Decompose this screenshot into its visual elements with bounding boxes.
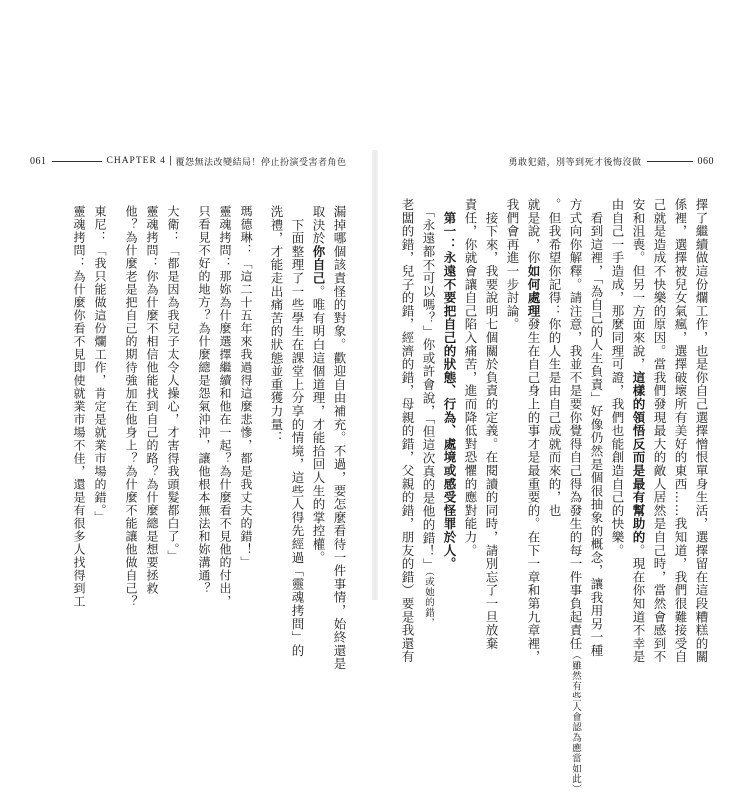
header-separator: |: [168, 156, 173, 166]
dialog-line: 靈魂拷問：你為什麼不相信他能找到自己的路？為什麼總是想要拯救: [145, 205, 159, 595]
chapter-label: CHAPTER 4: [106, 156, 166, 166]
body-line: 洗禮，才能走出痛苦的狀態並重獲力量：: [269, 205, 284, 445]
body-line: 「永遠都不可以嗎？」你或許會說，「但這次真的是他的錯！」（或她的錯，: [421, 211, 436, 629]
body-line: 看到這裡，「為自己的人生負責」好像仍然是個很抽象的概念，讓我用另一種: [589, 211, 604, 658]
inline-note: （雖然有些人會認為應當如此）: [570, 650, 581, 794]
emphasis-text: 這樣的領悟反而是最有幫助的: [631, 370, 646, 544]
left-page-body: [68, 205, 350, 671]
dialog-line: 靈魂拷問：為什麼你看不見即使就業市場不佳，還是有很多人找得到工: [72, 205, 86, 608]
dialog-line: 他？為什麼老是把自己的期待強加在他身上？為什麼不能讓他做自己？: [124, 205, 138, 608]
left-running-header: [30, 153, 360, 169]
body-line: 。但我希望你記得：你的人生是由自己成就而來的，也: [547, 198, 562, 518]
body-line: 擇了繼續做這份爛工作，也是你自己選擇憎恨單身生活，選擇留在這段糟糕的關: [694, 198, 709, 664]
dialog-line: 瑪德琳：「這二十五年來我過得這麼悲慘，都是我丈夫的錯！」: [239, 205, 253, 569]
body-line: 取決於你自己。唯有明白這個道理，才能拾回人生的掌控權。: [311, 205, 326, 565]
book-title: 勇敢犯錯，別等到死才後悔沒做: [508, 157, 642, 168]
body-line: 方式向你解釋。請注意，我並不是要你覺得自己得為發生的每一件事負起責任（雖然有些人會認為應當如此）: [568, 198, 583, 794]
right-page-body: [397, 198, 712, 794]
inline-note: （或她的錯，: [423, 571, 434, 629]
header-rule: [52, 161, 102, 162]
chapter-title: 覆怨無法改變結局！停止扮演受害者角色: [175, 157, 347, 168]
right-page-number: 060: [697, 155, 714, 167]
body-line: 漏掉哪個該責怪的對象。歡迎自由補充。不過，要怎麼看待一件事情，始終還是: [332, 205, 347, 671]
body-line: 就是說，你如何處理發生在自己身上的事才是最重要的。在下一章和第九章裡，: [526, 198, 541, 664]
body-line: 由自己一手造成，那麼同理可證，我們也能創造自己的快樂。: [610, 198, 625, 558]
emphasis-text: 你自己: [311, 244, 326, 285]
dialog-line: 大衛：「都是因為我兒子太令人操心，才害得我頭髮都白了。」: [166, 205, 180, 563]
body-line: 下面整理了一些學生在課堂上分享的情境，這些人得先經過「靈魂拷問」的: [290, 218, 305, 658]
body-line: 安和沮喪。但另一方面來說，這樣的領悟反而是最有幫助的。現在你知道不幸是: [631, 198, 646, 664]
dialog-line: 靈魂拷問：那妳為什麼選擇繼續和他在一起？為什麼看不見他的付出，: [218, 205, 232, 608]
body-line: 接下來，我要說明七個關於負責的定義。在閱讀的同時，請別忘了一旦放棄: [484, 211, 499, 651]
header-rule: [647, 161, 693, 162]
body-line: 我們會再進一步討論。: [505, 198, 520, 331]
dialog-line: 只看見不好的地方？為什麼總是怨氣沖沖，讓他根本無法和妳溝通？: [197, 205, 211, 595]
body-line: 己就是造成不快樂的原因。當我們發現最大的敵人居然是自己時，當然會感到不: [652, 198, 667, 664]
dialog-line: 東尼：「我只能做這份爛工作，肯定是就業市場的錯。」: [93, 205, 107, 524]
definition-heading: 第一：永遠不要把自己的狀態、行為、處境或感受怪罪於人。: [442, 211, 457, 571]
book-gutter: [372, 150, 378, 600]
left-page-number: 061: [30, 155, 47, 167]
body-line: 老闆的錯，兒子的錯，經濟的錯，母親的錯，父親的錯，朋友的錯）要是我還有: [400, 198, 415, 664]
body-line: 責任，你就會讓自己陷入痛苦，進而降低對恐懼的應對能力。: [463, 198, 478, 558]
emphasis-text: 如何處理: [526, 264, 541, 318]
right-running-header: [492, 153, 714, 169]
body-line: 係裡，選擇被兒女氣瘋，選擇破壞所有美好的東西……我知道，我們很難接受自: [673, 198, 688, 664]
